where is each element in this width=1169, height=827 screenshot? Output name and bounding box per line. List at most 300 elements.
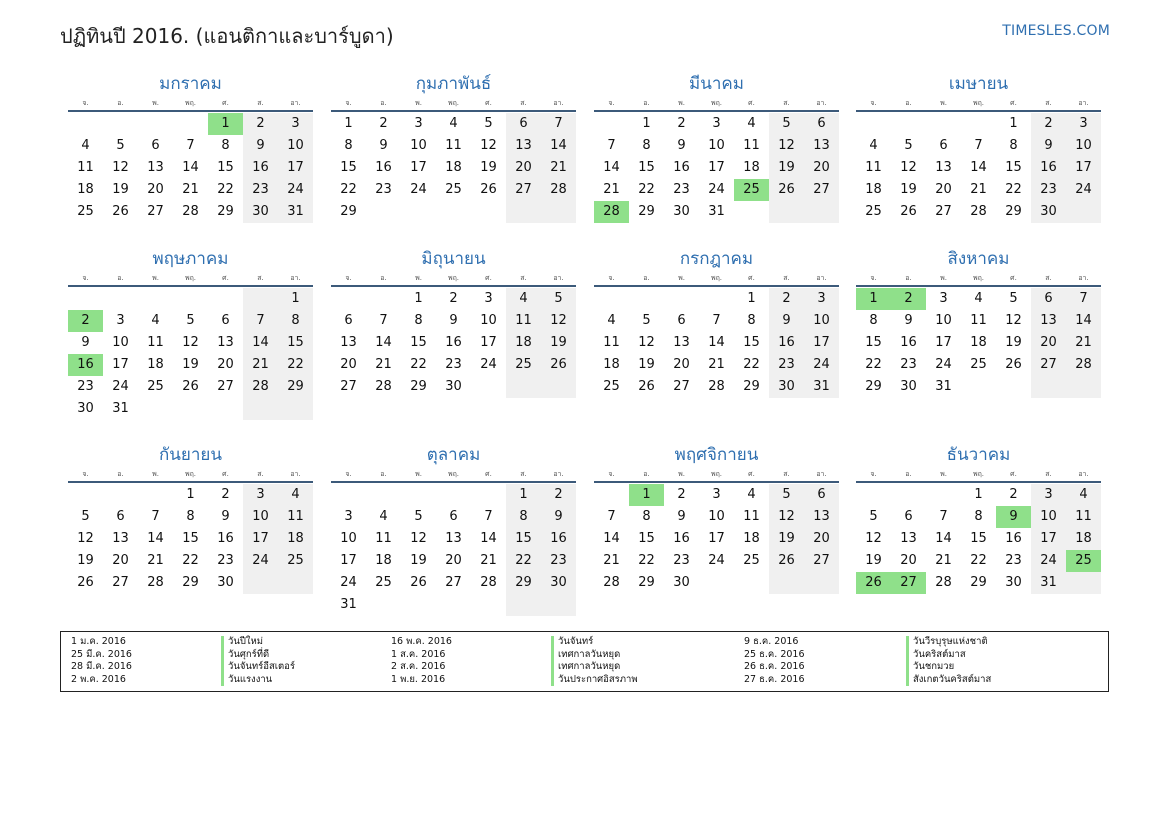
day-cell: 7 xyxy=(607,138,616,153)
day-cell: 19 xyxy=(1005,335,1022,350)
day-cell: 3 xyxy=(939,291,948,306)
day-cell: 20 xyxy=(506,157,541,179)
day-cell: 10 xyxy=(708,138,725,153)
empty-cell xyxy=(856,113,891,135)
day-cell: 17 xyxy=(708,160,725,175)
month-name: กรกฎาคม xyxy=(679,249,754,269)
weekday-label: พ. xyxy=(152,470,159,478)
day-cell: 28 xyxy=(480,575,497,590)
weekday-label: อา. xyxy=(816,99,827,107)
weekday-label: พฤ. xyxy=(447,274,460,282)
day-cell: 1 xyxy=(186,487,195,502)
weekday-header xyxy=(68,96,313,112)
day-cell: 28 xyxy=(375,379,392,394)
day-cell: 3 xyxy=(414,116,423,131)
day-cell: 20 xyxy=(112,553,129,568)
holiday-date: 16 พ.ค. 2016 xyxy=(391,636,452,647)
day-cell: 18 xyxy=(970,335,987,350)
day-cell: 24 xyxy=(1066,179,1101,201)
day-cell: 23 xyxy=(1005,553,1022,568)
weekday-label: ส. xyxy=(783,274,790,282)
weekday-label: พ. xyxy=(152,274,159,282)
day-cell: 5 xyxy=(541,288,576,310)
empty-cell xyxy=(699,572,734,594)
day-cell: 18 xyxy=(743,160,760,175)
day-cell: 23 xyxy=(217,553,234,568)
day-cell: 23 xyxy=(445,357,462,372)
day-cell: 6 xyxy=(151,138,160,153)
day-cell: 1 xyxy=(642,116,651,131)
day-cell: 15 xyxy=(182,531,199,546)
day-cell: 3 xyxy=(712,487,721,502)
day-cell: 8 xyxy=(278,310,313,332)
day-cell: 5 xyxy=(484,116,493,131)
day-cell: 16 xyxy=(1031,157,1066,179)
day-cell: 30 xyxy=(243,201,278,223)
day-cell: 9 xyxy=(677,138,686,153)
holiday-day: 1 xyxy=(856,288,891,310)
day-cell: 22 xyxy=(410,357,427,372)
weekday-header xyxy=(331,271,576,287)
empty-cell xyxy=(699,288,734,310)
weekday-label: พ. xyxy=(415,99,422,107)
weekday-label: ศ. xyxy=(222,99,229,107)
day-cell: 4 xyxy=(81,138,90,153)
empty-cell xyxy=(173,113,208,135)
empty-cell xyxy=(401,484,436,506)
day-cell: 6 xyxy=(677,313,686,328)
weekday-label: พ. xyxy=(940,470,947,478)
weekday-label: อ. xyxy=(117,99,124,107)
day-cell: 3 xyxy=(1031,484,1066,506)
day-cell: 23 xyxy=(673,182,690,197)
day-cell: 2 xyxy=(379,116,388,131)
day-cell: 30 xyxy=(77,401,94,416)
weekday-label: อ. xyxy=(905,99,912,107)
day-cell: 19 xyxy=(182,357,199,372)
day-cell: 18 xyxy=(865,182,882,197)
day-cell: 17 xyxy=(935,335,952,350)
day-cell: 14 xyxy=(708,335,725,350)
month-name: มีนาคม xyxy=(689,74,744,94)
weekday-label: ส. xyxy=(1045,99,1052,107)
day-cell: 12 xyxy=(638,335,655,350)
holiday-name: สังเกตวันคริสต์มาส xyxy=(906,674,991,687)
day-cell: 28 xyxy=(935,575,952,590)
day-cell: 20 xyxy=(900,553,917,568)
day-cell: 30 xyxy=(445,379,462,394)
holiday-name: วันจันทร์อีสเตอร์ xyxy=(221,661,295,674)
day-cell: 25 xyxy=(865,204,882,219)
day-cell: 28 xyxy=(1066,354,1101,376)
empty-cell xyxy=(436,484,471,506)
weekday-label: ศ. xyxy=(748,274,755,282)
day-cell: 14 xyxy=(970,160,987,175)
day-cell: 26 xyxy=(182,379,199,394)
weekday-label: พ. xyxy=(678,274,685,282)
weekday-header xyxy=(594,96,839,112)
day-cell: 20 xyxy=(673,357,690,372)
day-cell: 20 xyxy=(147,182,164,197)
holiday-day: 1 xyxy=(208,113,243,135)
empty-cell xyxy=(278,398,313,420)
day-cell: 31 xyxy=(935,379,952,394)
day-cell: 21 xyxy=(603,553,620,568)
day-cell: 29 xyxy=(278,376,313,398)
day-cell: 12 xyxy=(112,160,129,175)
empty-cell xyxy=(594,113,629,135)
day-cell: 4 xyxy=(747,487,756,502)
day-cell: 22 xyxy=(506,550,541,572)
day-cell: 4 xyxy=(607,313,616,328)
day-cell: 25 xyxy=(603,379,620,394)
empty-cell xyxy=(208,398,243,420)
day-cell: 3 xyxy=(712,116,721,131)
month-block xyxy=(856,443,1101,594)
day-cell: 20 xyxy=(935,182,952,197)
day-cell: 22 xyxy=(217,182,234,197)
month-block xyxy=(856,247,1101,398)
day-cell: 22 xyxy=(1005,182,1022,197)
empty-cell xyxy=(366,288,401,310)
empty-cell xyxy=(996,376,1031,398)
day-cell: 29 xyxy=(182,575,199,590)
day-cell: 7 xyxy=(939,509,948,524)
weekday-label: ศ. xyxy=(1010,274,1017,282)
day-cell: 10 xyxy=(243,506,278,528)
day-cell: 25 xyxy=(147,379,164,394)
day-cell: 2 xyxy=(221,487,230,502)
day-cell: 10 xyxy=(410,138,427,153)
empty-cell xyxy=(366,594,401,616)
empty-cell xyxy=(471,484,506,506)
day-cell: 28 xyxy=(603,575,620,590)
weekday-label: พฤ. xyxy=(972,470,985,478)
day-cell: 1 xyxy=(344,116,353,131)
day-cell: 21 xyxy=(147,553,164,568)
day-cell: 30 xyxy=(541,572,576,594)
day-cell: 14 xyxy=(375,335,392,350)
weekday-label: ส. xyxy=(1045,470,1052,478)
month-block xyxy=(594,72,839,223)
weekday-label: อ. xyxy=(117,274,124,282)
month-name: สิงหาคม xyxy=(947,249,1010,269)
weekday-label: ศ. xyxy=(1010,99,1017,107)
day-cell: 28 xyxy=(708,379,725,394)
day-cell: 13 xyxy=(217,335,234,350)
day-cell: 27 xyxy=(217,379,234,394)
day-cell: 24 xyxy=(243,550,278,572)
empty-cell xyxy=(769,201,804,223)
empty-cell xyxy=(926,484,961,506)
day-cell: 19 xyxy=(410,553,427,568)
day-cell: 19 xyxy=(638,357,655,372)
holiday-date: 1 ม.ค. 2016 xyxy=(71,636,126,647)
weekday-label: ศ. xyxy=(222,470,229,478)
day-cell: 31 xyxy=(804,376,839,398)
month-block xyxy=(594,443,839,594)
weekday-label: ศ. xyxy=(748,470,755,478)
empty-cell xyxy=(243,398,278,420)
weekday-label: จ. xyxy=(608,470,615,478)
empty-cell xyxy=(856,484,891,506)
holiday-day: 16 xyxy=(68,354,103,376)
day-cell: 4 xyxy=(974,291,983,306)
day-cell: 24 xyxy=(804,354,839,376)
empty-cell xyxy=(366,484,401,506)
day-cell: 6 xyxy=(449,509,458,524)
day-cell: 21 xyxy=(970,182,987,197)
day-cell: 29 xyxy=(340,204,357,219)
empty-cell xyxy=(243,288,278,310)
day-cell: 20 xyxy=(804,157,839,179)
empty-cell xyxy=(138,113,173,135)
day-cell: 18 xyxy=(603,357,620,372)
holiday-list xyxy=(60,631,1109,692)
day-cell: 29 xyxy=(638,204,655,219)
empty-cell xyxy=(506,201,541,223)
empty-cell xyxy=(1066,572,1101,594)
holiday-name: วันคริสต์มาส xyxy=(906,649,966,662)
day-cell: 9 xyxy=(769,310,804,332)
weekday-label: พ. xyxy=(152,99,159,107)
day-cell: 12 xyxy=(1005,313,1022,328)
day-cell: 19 xyxy=(900,182,917,197)
weekday-label: พ. xyxy=(415,274,422,282)
empty-cell xyxy=(68,484,103,506)
month-block xyxy=(594,247,839,398)
day-cell: 11 xyxy=(375,531,392,546)
day-cell: 22 xyxy=(340,182,357,197)
day-cell: 3 xyxy=(344,509,353,524)
day-cell: 29 xyxy=(506,572,541,594)
day-cell: 25 xyxy=(278,550,313,572)
day-cell: 24 xyxy=(708,553,725,568)
day-cell: 18 xyxy=(278,528,313,550)
day-cell: 9 xyxy=(449,313,458,328)
day-cell: 29 xyxy=(970,575,987,590)
day-cell: 17 xyxy=(480,335,497,350)
site-link[interactable]: TIMESLES.COM xyxy=(1002,23,1110,39)
day-cell: 12 xyxy=(182,335,199,350)
empty-cell xyxy=(541,201,576,223)
holiday-date: 25 ธ.ค. 2016 xyxy=(744,648,805,660)
day-cell: 5 xyxy=(116,138,125,153)
day-cell: 4 xyxy=(747,116,756,131)
empty-cell xyxy=(594,288,629,310)
weekday-label: พฤ. xyxy=(972,274,985,282)
empty-cell xyxy=(1031,376,1066,398)
day-cell: 30 xyxy=(1031,201,1066,223)
holiday-date: 9 ธ.ค. 2016 xyxy=(744,636,799,647)
weekday-label: พฤ. xyxy=(710,274,723,282)
weekday-label: ศ. xyxy=(748,99,755,107)
day-cell: 16 xyxy=(900,335,917,350)
day-cell: 9 xyxy=(677,509,686,524)
holiday-date: 25 มี.ค. 2016 xyxy=(71,648,132,660)
month-name: มกราคม xyxy=(159,74,222,94)
day-cell: 24 xyxy=(410,182,427,197)
day-cell: 26 xyxy=(1005,357,1022,372)
day-cell: 3 xyxy=(1066,113,1101,135)
day-cell: 20 xyxy=(217,357,234,372)
day-cell: 16 xyxy=(217,531,234,546)
weekday-label: อ. xyxy=(643,274,650,282)
day-cell: 11 xyxy=(743,138,760,153)
holiday-date: 26 ธ.ค. 2016 xyxy=(744,661,805,672)
empty-cell xyxy=(471,594,506,616)
weekday-header xyxy=(68,467,313,483)
day-cell: 19 xyxy=(77,553,94,568)
day-cell: 15 xyxy=(410,335,427,350)
weekday-label: จ. xyxy=(345,99,352,107)
day-cell: 18 xyxy=(743,531,760,546)
day-cell: 15 xyxy=(217,160,234,175)
weekday-label: พ. xyxy=(415,470,422,478)
day-cell: 21 xyxy=(935,553,952,568)
day-cell: 16 xyxy=(375,160,392,175)
weekday-label: จ. xyxy=(608,274,615,282)
day-grid xyxy=(331,288,576,398)
day-cell: 22 xyxy=(278,354,313,376)
weekday-label: ส. xyxy=(783,470,790,478)
day-cell: 15 xyxy=(340,160,357,175)
weekday-label: ส. xyxy=(1045,274,1052,282)
day-cell: 8 xyxy=(186,509,195,524)
day-cell: 8 xyxy=(506,506,541,528)
empty-cell xyxy=(961,113,996,135)
weekday-label: พฤ. xyxy=(710,99,723,107)
day-cell: 3 xyxy=(243,484,278,506)
day-grid xyxy=(594,113,839,223)
weekday-label: อ. xyxy=(643,470,650,478)
day-cell: 26 xyxy=(410,575,427,590)
holiday-name: เทศกาลวันหยุด xyxy=(551,649,620,662)
day-cell: 23 xyxy=(77,379,94,394)
weekday-label: พฤ. xyxy=(447,470,460,478)
day-cell: 26 xyxy=(541,354,576,376)
day-grid xyxy=(594,484,839,594)
day-cell: 30 xyxy=(217,575,234,590)
day-cell: 31 xyxy=(340,597,357,612)
day-cell: 9 xyxy=(221,509,230,524)
day-cell: 21 xyxy=(182,182,199,197)
day-cell: 27 xyxy=(804,179,839,201)
day-cell: 14 xyxy=(147,531,164,546)
day-cell: 1 xyxy=(414,291,423,306)
day-grid xyxy=(856,288,1101,398)
day-cell: 2 xyxy=(541,484,576,506)
day-cell: 30 xyxy=(673,575,690,590)
day-cell: 2 xyxy=(677,487,686,502)
day-cell: 22 xyxy=(182,553,199,568)
day-cell: 11 xyxy=(147,335,164,350)
day-cell: 25 xyxy=(77,204,94,219)
weekday-label: อา. xyxy=(290,274,301,282)
day-cell: 11 xyxy=(1066,506,1101,528)
weekday-label: จ. xyxy=(870,470,877,478)
holiday-name: วันประกาศอิสรภาพ xyxy=(551,674,638,687)
day-cell: 15 xyxy=(638,531,655,546)
day-cell: 31 xyxy=(708,204,725,219)
weekday-label: อ. xyxy=(643,99,650,107)
weekday-label: อา. xyxy=(816,274,827,282)
day-cell: 27 xyxy=(340,379,357,394)
weekday-label: จ. xyxy=(82,99,89,107)
day-cell: 29 xyxy=(217,204,234,219)
empty-cell xyxy=(436,201,471,223)
day-cell: 15 xyxy=(865,335,882,350)
holiday-date: 1 พ.ย. 2016 xyxy=(391,673,446,685)
weekday-label: อ. xyxy=(380,99,387,107)
day-cell: 10 xyxy=(1066,135,1101,157)
day-cell: 11 xyxy=(506,310,541,332)
day-cell: 25 xyxy=(506,354,541,376)
empty-cell xyxy=(471,376,506,398)
day-cell: 22 xyxy=(638,553,655,568)
day-cell: 23 xyxy=(375,182,392,197)
day-cell: 18 xyxy=(506,332,541,354)
weekday-label: พ. xyxy=(940,274,947,282)
day-grid xyxy=(68,113,313,223)
day-cell: 24 xyxy=(708,182,725,197)
weekday-label: จ. xyxy=(82,274,89,282)
day-cell: 8 xyxy=(221,138,230,153)
day-cell: 6 xyxy=(939,138,948,153)
holiday-day: 28 xyxy=(594,201,629,223)
day-cell: 11 xyxy=(603,335,620,350)
day-cell: 9 xyxy=(243,135,278,157)
day-cell: 11 xyxy=(970,313,987,328)
day-cell: 1 xyxy=(974,487,983,502)
day-cell: 14 xyxy=(603,531,620,546)
holiday-day: 25 xyxy=(1066,550,1101,572)
day-cell: 18 xyxy=(375,553,392,568)
holiday-day: 1 xyxy=(629,484,664,506)
empty-cell xyxy=(541,594,576,616)
weekday-label: ศ. xyxy=(485,470,492,478)
empty-cell xyxy=(173,288,208,310)
weekday-label: ส. xyxy=(520,470,527,478)
day-cell: 2 xyxy=(1009,487,1018,502)
empty-cell xyxy=(103,113,138,135)
day-cell: 21 xyxy=(541,157,576,179)
weekday-label: อา. xyxy=(1078,274,1089,282)
empty-cell xyxy=(278,572,313,594)
day-cell: 24 xyxy=(935,357,952,372)
day-cell: 12 xyxy=(900,160,917,175)
day-cell: 18 xyxy=(77,182,94,197)
day-cell: 14 xyxy=(480,531,497,546)
day-cell: 17 xyxy=(410,160,427,175)
day-cell: 25 xyxy=(743,553,760,568)
day-cell: 16 xyxy=(445,335,462,350)
day-cell: 5 xyxy=(186,313,195,328)
day-cell: 23 xyxy=(769,354,804,376)
weekday-label: พฤ. xyxy=(184,470,197,478)
empty-cell xyxy=(138,398,173,420)
day-cell: 7 xyxy=(1066,288,1101,310)
weekday-label: อา. xyxy=(1078,470,1089,478)
empty-cell xyxy=(891,113,926,135)
day-cell: 7 xyxy=(379,313,388,328)
day-cell: 11 xyxy=(865,160,882,175)
day-cell: 8 xyxy=(1009,138,1018,153)
empty-cell xyxy=(401,594,436,616)
empty-cell xyxy=(961,376,996,398)
day-cell: 23 xyxy=(900,357,917,372)
day-cell: 10 xyxy=(112,335,129,350)
